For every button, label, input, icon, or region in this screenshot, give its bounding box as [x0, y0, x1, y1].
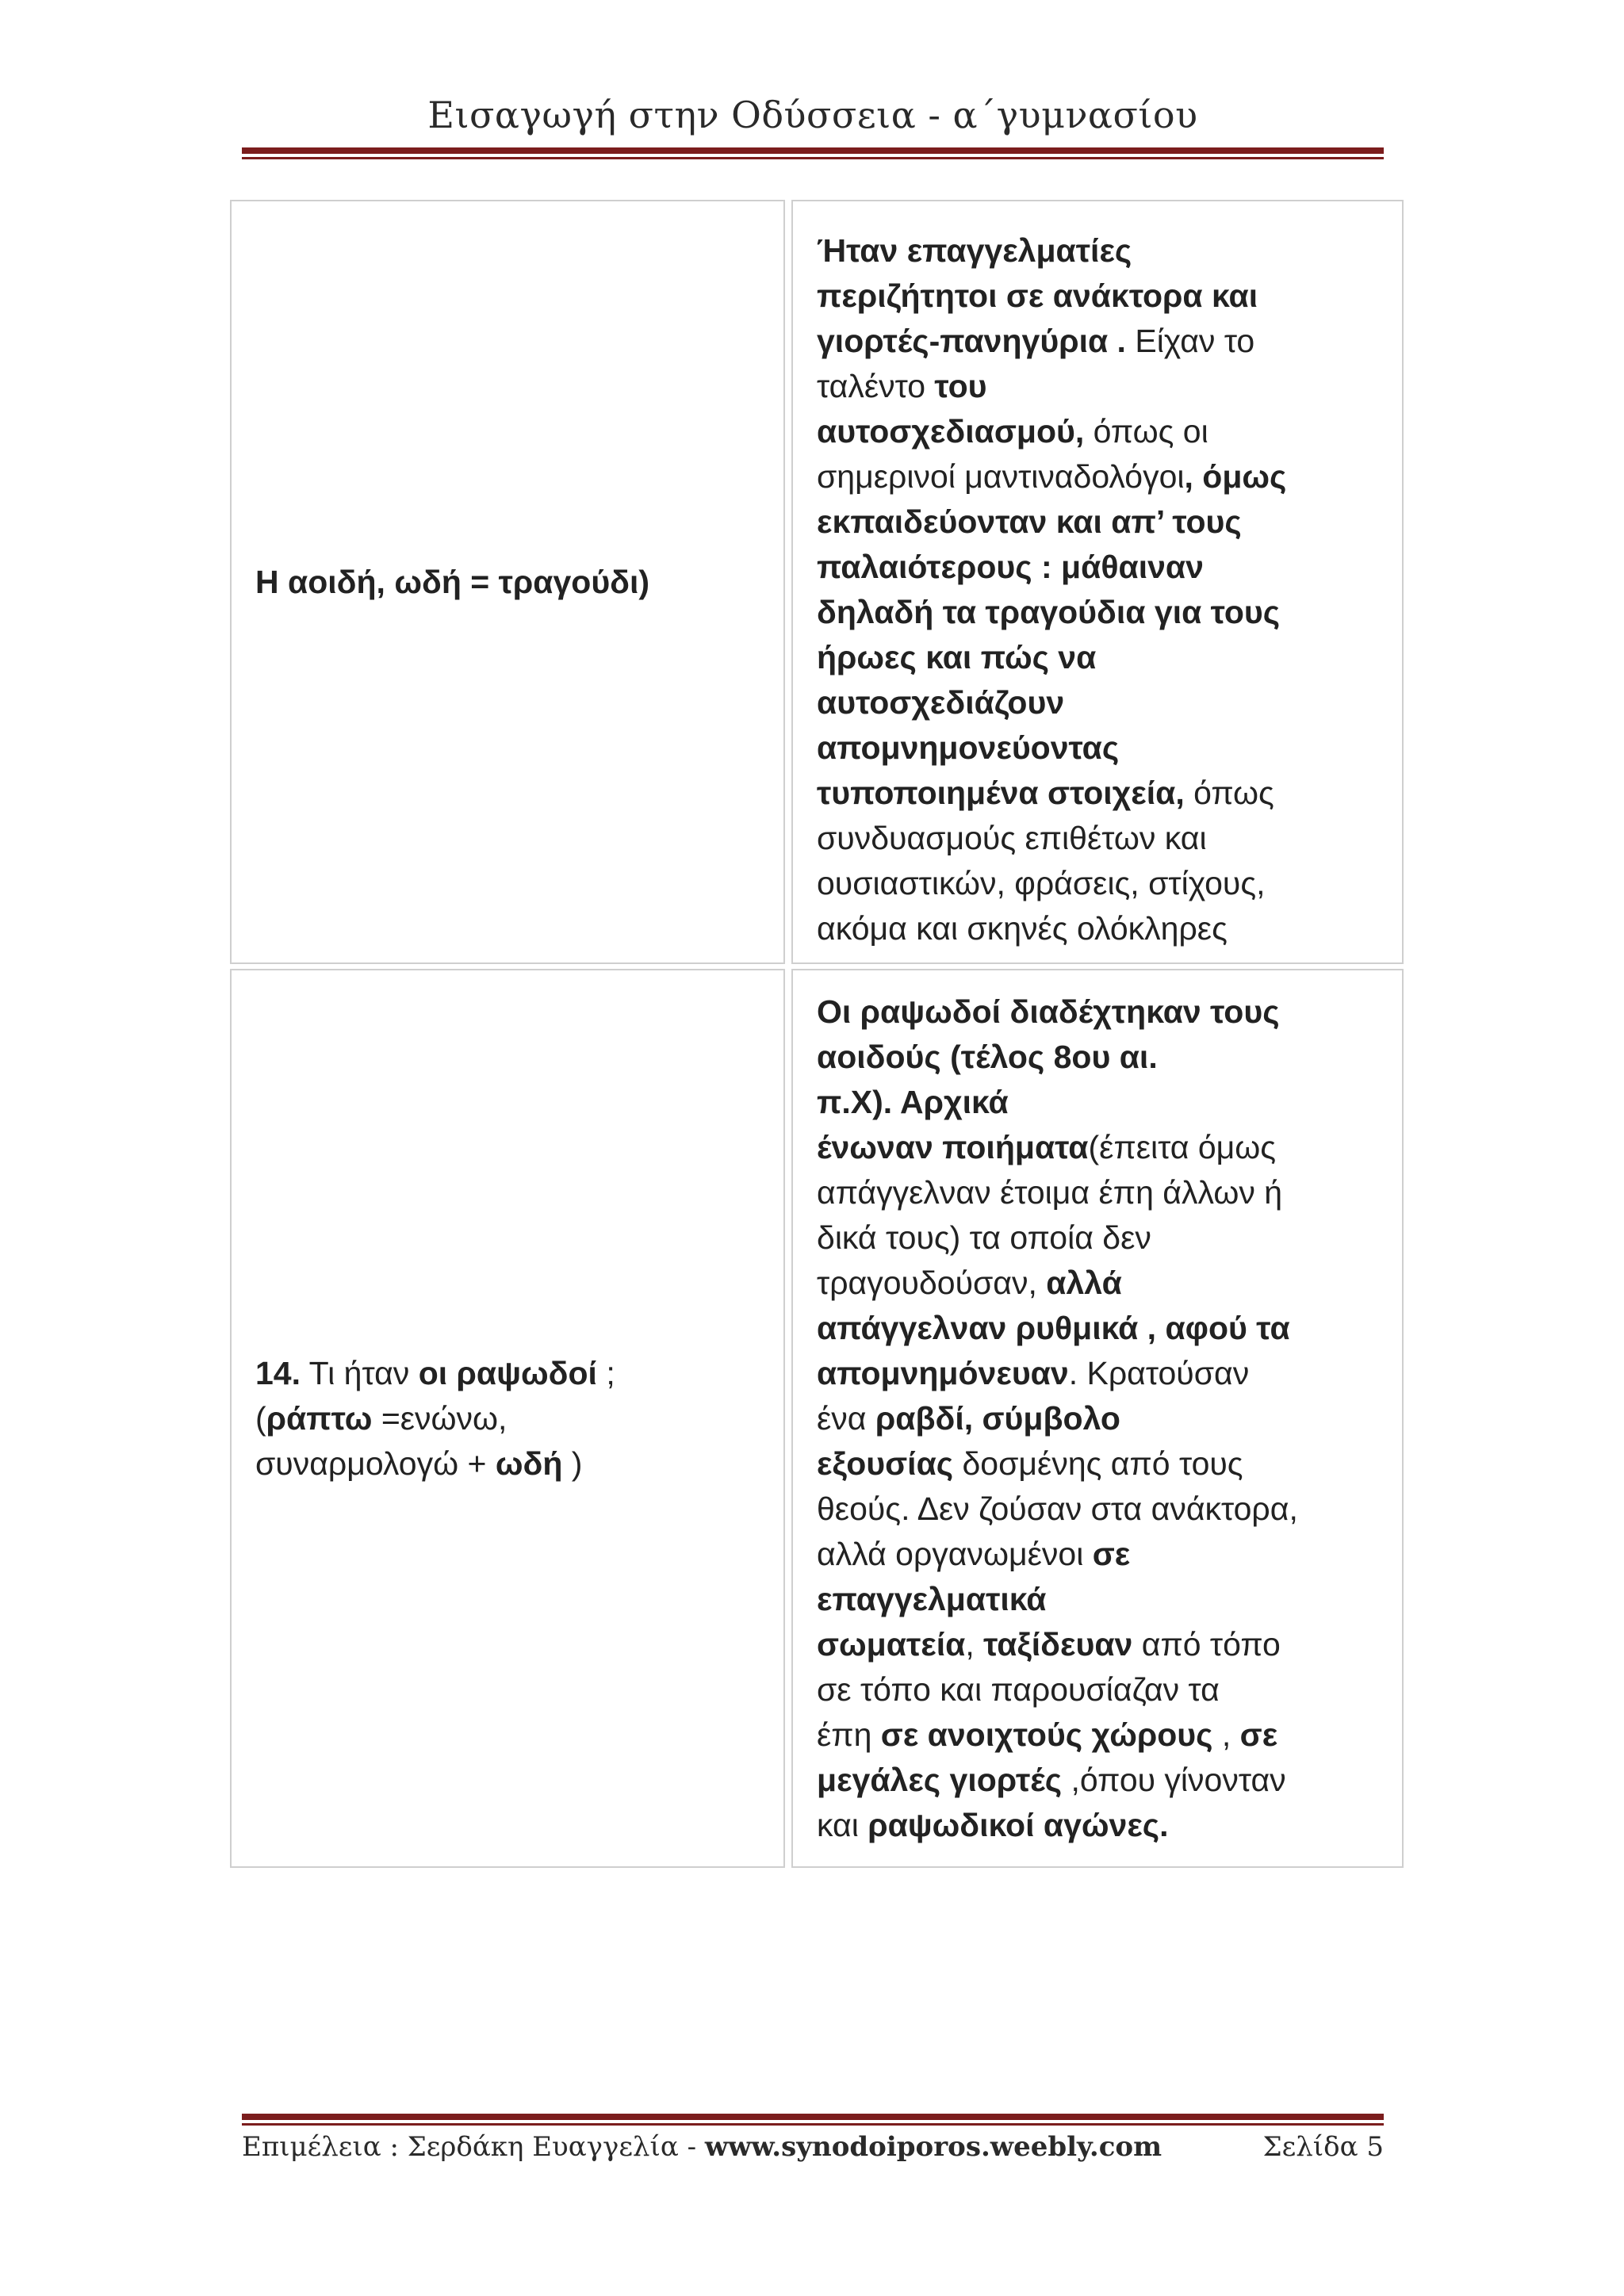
text-run: δικά τους) τα οποία δεν [817, 1219, 1151, 1256]
text-run: και [817, 1807, 868, 1843]
text-line [817, 1758, 1378, 1803]
bold-run: ραψωδικοί αγώνες. [868, 1807, 1169, 1843]
text-line [817, 1487, 1378, 1532]
text-line [817, 1667, 1378, 1712]
text-line [817, 590, 1378, 635]
bold-run: παλαιότερους : μάθαιναν [817, 549, 1204, 585]
text-run: έπη [817, 1716, 881, 1753]
text-line [817, 1125, 1378, 1170]
text-run: ταλέντο [817, 368, 935, 404]
bold-run: , όμως [1184, 458, 1287, 495]
text-run: τραγουδούσαν, [817, 1265, 1047, 1301]
text-run: συνδυασμούς επιθέτων και [817, 820, 1207, 856]
table-cell-answer [791, 969, 1404, 1868]
bold-run: ταξίδευαν [983, 1626, 1133, 1663]
text-line [817, 319, 1378, 364]
text-line [817, 1803, 1378, 1848]
footer-credit [242, 2131, 1162, 2163]
text-line [817, 725, 1378, 771]
text-run: ουσιαστικών, φράσεις, στίχους, [817, 865, 1266, 901]
page-number: Σελίδα 5 [1262, 2131, 1384, 2163]
bold-run: αλλά [1046, 1265, 1122, 1301]
header-rule [242, 147, 1384, 159]
text-line [817, 274, 1378, 319]
text-run: =ενώνω, [372, 1399, 508, 1437]
text-line [817, 1577, 1378, 1622]
footer-author: Επιμέλεια : Σερδάκη Ευαγγελία - [242, 2131, 705, 2163]
bold-run: π.Χ). Αρχικά [817, 1084, 1009, 1120]
text-run: από τόπο [1132, 1626, 1281, 1663]
text-line [817, 228, 1378, 274]
table-cell-question [230, 969, 785, 1868]
text-run: σημερινοί μαντιναδολόγοι [817, 458, 1185, 495]
bold-run: αοιδούς (τέλος 8ου αι. [817, 1039, 1158, 1075]
text-run: , [965, 1626, 984, 1663]
text-line [817, 989, 1378, 1035]
text-run: ) [562, 1445, 583, 1482]
text-line [817, 1622, 1378, 1667]
table-row [230, 200, 1404, 964]
text-line [817, 454, 1378, 499]
bold-run: ράπτω [266, 1399, 373, 1437]
text-line [817, 861, 1378, 906]
text-run: συναρμολογώ + [255, 1445, 496, 1482]
bold-run: σωματεία [817, 1626, 966, 1663]
text-run: όπως οι [1084, 413, 1208, 450]
bold-run: του [934, 368, 987, 404]
page-header-title: Εισαγωγή στην Οδύσσεια - α΄γυμνασίου [427, 94, 1198, 136]
text-line [817, 1035, 1378, 1080]
bold-run: σε [1092, 1536, 1131, 1572]
cell-text [817, 989, 1378, 1848]
cell-text [817, 228, 1378, 951]
text-run: απάγγελναν έτοιμα έπη άλλων ή [817, 1174, 1283, 1211]
bold-run: μεγάλες γιορτές [817, 1762, 1063, 1798]
text-line [817, 499, 1378, 545]
bold-run: Οι ραψωδοί διαδέχτηκαν τους [817, 993, 1280, 1030]
content-table [230, 200, 1404, 1873]
bold-run: απομνημόνευαν [817, 1355, 1069, 1391]
text-line [817, 1712, 1378, 1758]
text-line [817, 771, 1378, 816]
text-run: ένα [817, 1400, 875, 1437]
text-line [817, 1306, 1378, 1351]
text-line [817, 1532, 1378, 1577]
page-footer [242, 2131, 1384, 2163]
text-run: Είχαν το [1125, 323, 1255, 359]
text-line [255, 1396, 615, 1441]
text-line [255, 1441, 615, 1487]
text-run: θεούς. Δεν ζούσαν στα ανάκτορα, [817, 1490, 1298, 1527]
bold-run: σε [1239, 1716, 1278, 1753]
text-run: , [1212, 1716, 1240, 1753]
bold-run: ένωναν ποιήματα [817, 1129, 1089, 1165]
cell-text [255, 560, 649, 605]
text-run: ; [596, 1354, 615, 1391]
bold-run: αυτοσχεδιασμού, [817, 413, 1085, 450]
bold-run: ωδή [495, 1445, 563, 1482]
bold-run: ήρωες και πώς να [817, 639, 1097, 675]
bold-run: περιζήτητοι σε ανάκτορα και [817, 277, 1258, 314]
bold-run: απάγγελναν ρυθμικά , αφού τα [817, 1310, 1290, 1346]
text-line [255, 560, 649, 605]
bold-run: απομνημονεύοντας [817, 729, 1120, 766]
text-run: αλλά οργανωμένοι [817, 1536, 1093, 1572]
bold-run: δηλαδή τα τραγούδια για τους [817, 594, 1281, 630]
text-run: όπως [1184, 775, 1274, 811]
text-line [817, 816, 1378, 861]
bold-run: τυποποιημένα στοιχεία, [817, 775, 1185, 811]
text-line [817, 1080, 1378, 1125]
table-row [230, 969, 1404, 1868]
text-run: ,όπου γίνονταν [1062, 1762, 1286, 1798]
bold-run: Η αοιδή, ωδή = τραγούδι) [255, 563, 650, 600]
text-line [817, 1215, 1378, 1261]
text-line [817, 1396, 1378, 1441]
bold-run: ραβδί, σύμβολο [875, 1400, 1120, 1437]
table-cell-term [230, 200, 785, 964]
text-line [817, 364, 1378, 409]
text-line [817, 906, 1378, 951]
text-line [817, 1170, 1378, 1215]
text-line [817, 1351, 1378, 1396]
bold-run: εκπαιδεύονταν και απ’ τους [817, 503, 1242, 540]
cell-text [255, 1351, 615, 1487]
text-run: δοσμένης από τους [953, 1445, 1243, 1482]
text-run: ακόμα και σκηνές ολόκληρες [817, 910, 1228, 947]
bold-run: αυτοσχεδιάζουν [817, 684, 1065, 721]
text-run: . Κρατούσαν [1068, 1355, 1250, 1391]
bold-run: 14. [255, 1354, 301, 1391]
bold-run: οι ραψωδοί [418, 1354, 597, 1391]
text-run: ( [255, 1399, 266, 1437]
text-run: (έπειτα όμως [1088, 1129, 1277, 1165]
table-cell-answer [791, 200, 1404, 964]
footer-url-link[interactable]: www.synodoiporos.weebly.com [704, 2131, 1162, 2163]
text-line [817, 545, 1378, 590]
text-line [255, 1351, 615, 1396]
bold-run: επαγγελματικά [817, 1581, 1047, 1617]
text-line [817, 409, 1378, 454]
text-line [817, 635, 1378, 680]
text-line [817, 680, 1378, 725]
bold-run: Ήταν επαγγελματίες [817, 232, 1132, 269]
bold-run: σε ανοιχτούς χώρους [880, 1716, 1213, 1753]
bold-run: εξουσίας [817, 1445, 954, 1482]
text-line [817, 1261, 1378, 1306]
bold-run: γιορτές-πανηγύρια . [817, 323, 1126, 359]
text-run: Τι ήταν [301, 1354, 419, 1391]
footer-rule [242, 2114, 1384, 2126]
text-run: σε τόπο και παρουσίαζαν τα [817, 1671, 1220, 1708]
text-line [817, 1441, 1378, 1487]
